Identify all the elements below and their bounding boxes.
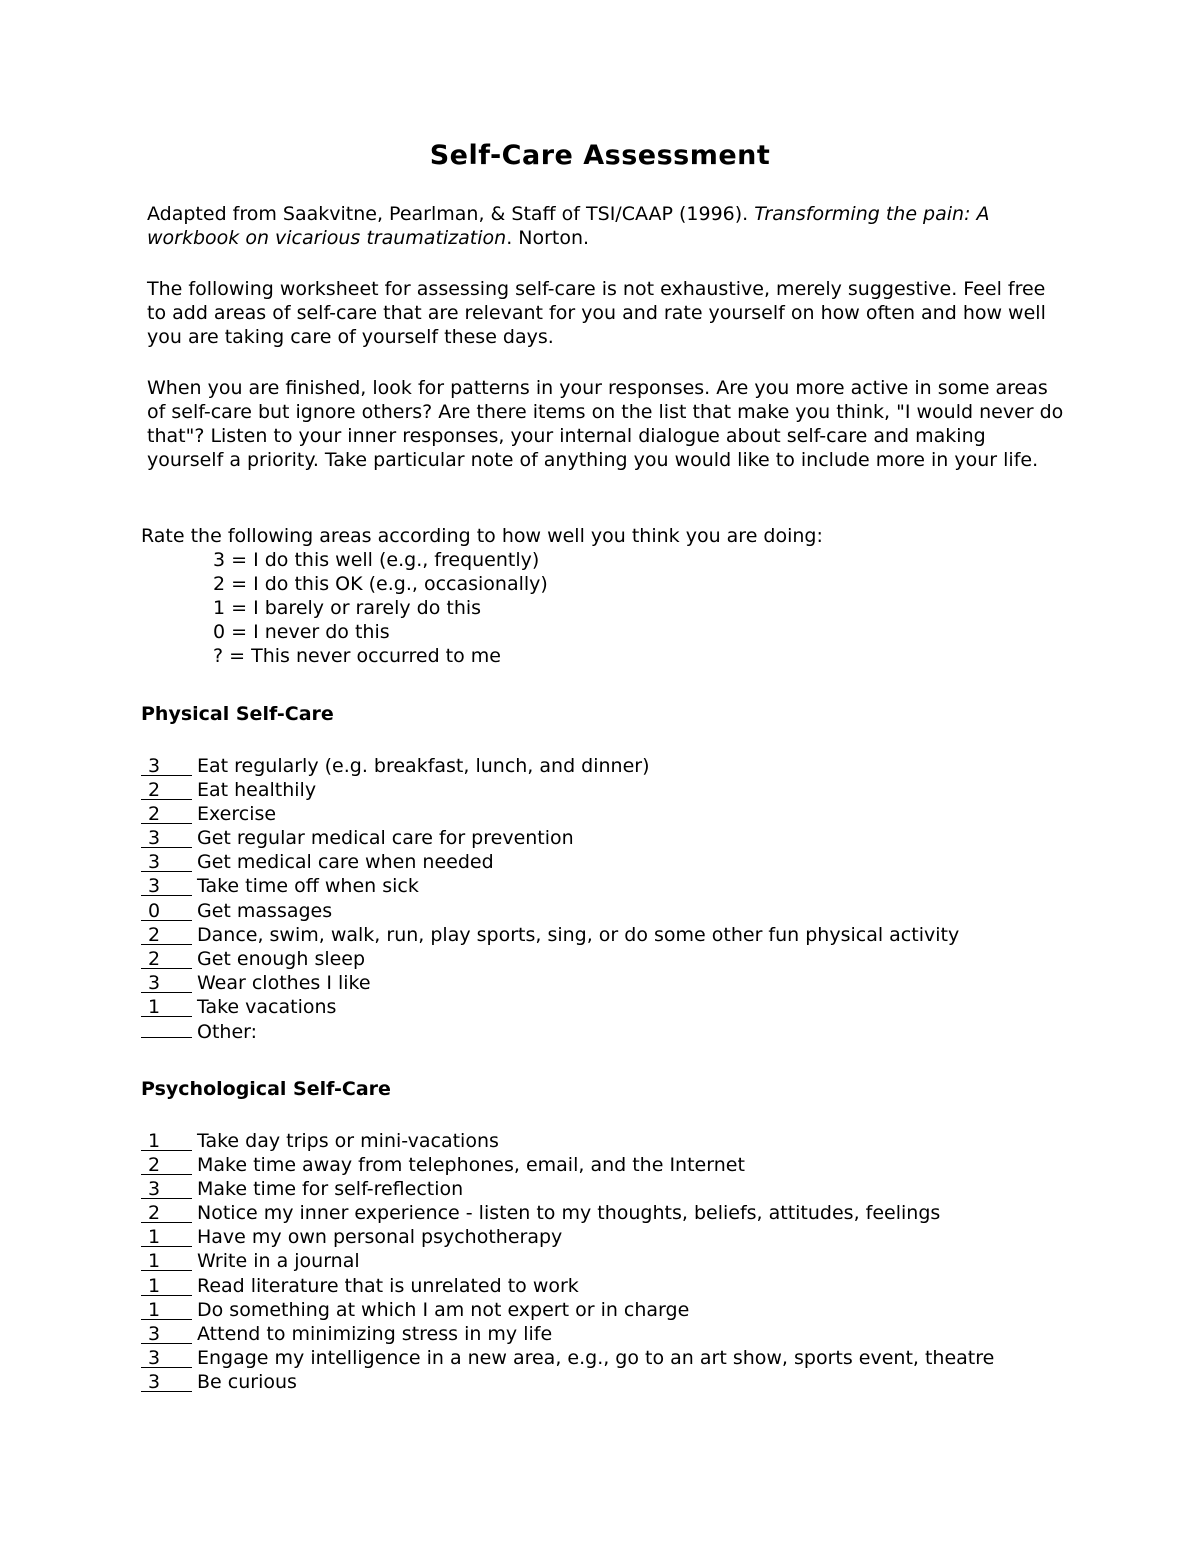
score-blank[interactable] (141, 1019, 192, 1038)
physical-section-heading: Physical Self-Care (141, 703, 334, 725)
list-item (141, 1370, 994, 1394)
citation-suffix: . Norton. (506, 227, 590, 249)
item-label: Notice my inner experience - listen to my thoughts, beliefs, attitudes, feelings (197, 1202, 941, 1225)
scale-item: 0 = I never do this (213, 621, 390, 643)
item-label: Read literature that is unrelated to work (197, 1274, 579, 1297)
list-item (141, 923, 959, 947)
list-item (141, 1201, 994, 1225)
citation-paragraph (147, 202, 1067, 250)
score-blank[interactable]: 3 (141, 829, 192, 848)
score-blank[interactable]: 2 (141, 781, 192, 800)
score-blank[interactable]: 3 (141, 1180, 192, 1199)
list-item (141, 826, 959, 850)
score-blank[interactable]: 1 (141, 1132, 192, 1151)
item-label: Write in a journal (197, 1250, 360, 1273)
score-blank[interactable]: 2 (141, 950, 192, 969)
item-label: Get enough sleep (197, 947, 366, 970)
list-item (141, 874, 959, 898)
list-item (141, 899, 959, 923)
list-item (141, 1019, 959, 1043)
list-item (141, 754, 959, 778)
citation-book-title: Transforming the pain: A workbook on vicarious traumatization (147, 203, 990, 249)
rating-instructions: Rate the following areas according to how well you think you are doing: (141, 525, 823, 547)
list-item (141, 1346, 994, 1370)
intro-paragraph: The following worksheet for assessing self-care is not exhaustive, merely suggestive. Feel free to add areas of self-care that are relevant for you and rate yourself on how often and how well you are taking care of yourself these days. (147, 278, 1046, 348)
physical-items-list (141, 754, 959, 1043)
score-blank[interactable]: 1 (141, 1301, 192, 1320)
list-item (141, 995, 959, 1019)
scale-item: 1 = I barely or rarely do this (213, 597, 482, 619)
item-label: Dance, swim, walk, run, play sports, sing, or do some other fun physical activity (197, 923, 960, 946)
item-label: Eat healthily (197, 779, 317, 802)
item-label: Eat regularly (e.g. breakfast, lunch, and dinner) (197, 755, 650, 777)
list-item (141, 1153, 994, 1177)
list-item (141, 778, 959, 802)
score-blank[interactable]: 1 (141, 998, 192, 1017)
list-item (141, 1274, 994, 1298)
list-item (141, 1298, 994, 1322)
citation-prefix: Adapted from Saakvitne, Pearlman, & Staff of TSI/CAAP (1996). (147, 203, 755, 225)
list-item (141, 1249, 994, 1273)
score-blank[interactable]: 3 (141, 757, 192, 776)
score-blank[interactable]: 2 (141, 1204, 192, 1223)
score-blank[interactable]: 3 (141, 853, 192, 872)
score-blank[interactable]: 3 (141, 974, 192, 993)
list-item (141, 1322, 994, 1346)
item-label: Get regular medical care for prevention (197, 827, 574, 850)
rating-scale (213, 548, 548, 668)
score-blank[interactable]: 3 (141, 1349, 192, 1368)
score-blank[interactable]: 1 (141, 1277, 192, 1296)
score-blank[interactable]: 3 (141, 1373, 192, 1392)
item-label: Be curious (197, 1370, 297, 1393)
score-blank[interactable]: 0 (141, 902, 192, 921)
item-label: Engage my intelligence in a new area, e.g., go to an art show, sports event, theatre (197, 1346, 995, 1369)
score-blank[interactable]: 3 (141, 877, 192, 896)
score-blank[interactable]: 2 (141, 805, 192, 824)
item-label: Get massages (197, 899, 333, 922)
psychological-items-list (141, 1129, 994, 1394)
scale-item: 2 = I do this OK (e.g., occasionally) (213, 573, 548, 595)
page-title: Self-Care Assessment (429, 140, 771, 171)
score-blank[interactable]: 2 (141, 926, 192, 945)
score-blank[interactable]: 1 (141, 1252, 192, 1271)
score-blank[interactable]: 2 (141, 1156, 192, 1175)
item-label: Do something at which I am not expert or in charge (197, 1298, 690, 1321)
item-label: Make time for self-reflection (197, 1178, 464, 1201)
item-label: Exercise (197, 803, 277, 826)
list-item (141, 947, 959, 971)
psychological-section-heading: Psychological Self-Care (141, 1078, 391, 1100)
scale-item: 3 = I do this well (e.g., frequently) (213, 549, 540, 571)
list-item (141, 850, 959, 874)
item-label: Attend to minimizing stress in my life (197, 1322, 553, 1345)
item-label: Take vacations (197, 995, 337, 1018)
list-item (141, 1225, 994, 1249)
list-item (141, 1129, 994, 1153)
item-label: Wear clothes I like (197, 971, 371, 994)
item-label: Take time off when sick (197, 875, 419, 898)
item-label: Get medical care when needed (197, 851, 494, 874)
list-item (141, 1177, 994, 1201)
list-item (141, 802, 959, 826)
item-label: Make time away from telephones, email, and the Internet (197, 1154, 745, 1177)
item-label: Other: (197, 1021, 258, 1044)
score-blank[interactable]: 1 (141, 1228, 192, 1247)
item-label: Have my own personal psychotherapy (197, 1226, 563, 1249)
scale-item: ? = This never occurred to me (213, 645, 501, 667)
patterns-paragraph: When you are finished, look for patterns in your responses. Are you more active in some areas of self-care but ignore others? Are there items on the list that make you think, "I would never do that"? Listen to your inner responses, your internal dialogue about self-care and making yourself a priority. Take particular note of anything you would like to include more in your life. (147, 377, 1064, 471)
list-item (141, 971, 959, 995)
item-label: Take day trips or mini-vacations (197, 1130, 499, 1152)
score-blank[interactable]: 3 (141, 1325, 192, 1344)
